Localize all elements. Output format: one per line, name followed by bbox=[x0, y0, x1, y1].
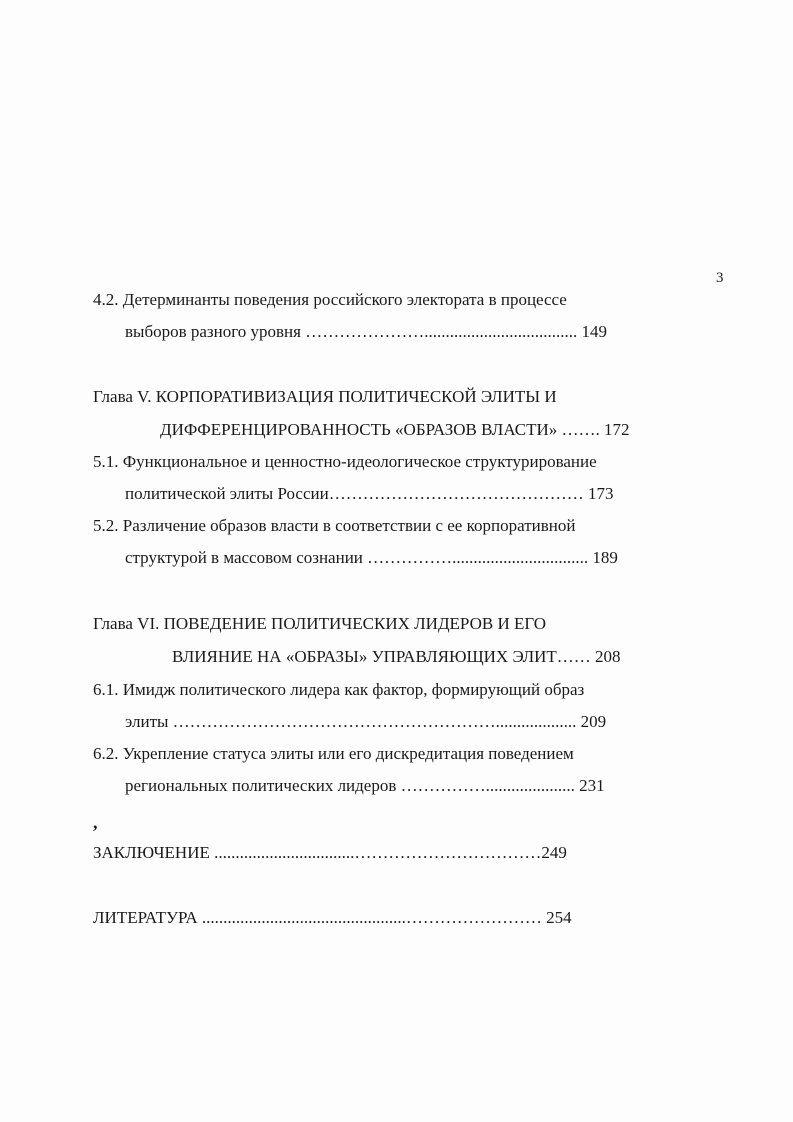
toc-5-1-continuation: политической элиты России……………………………………… 173 bbox=[125, 484, 614, 503]
toc-6-1-title: 6.1. Имидж политического лидера как фактор, формирующий образ bbox=[93, 680, 585, 699]
toc-5-2-title: 5.2. Различение образов власти в соответствии с ее корпоративной bbox=[93, 516, 576, 535]
toc-chapter-6-title: Глава VI. ПОВЕДЕНИЕ ПОЛИТИЧЕСКИХ ЛИДЕРОВ И ЕГО bbox=[93, 614, 547, 633]
toc-chapter-6-continuation: ВЛИЯНИЕ НА «ОБРАЗЫ» УПРАВЛЯЮЩИХ ЭЛИТ…… 208 bbox=[172, 647, 621, 666]
toc-chapter-5-title: Глава V. КОРПОРАТИВИЗАЦИЯ ПОЛИТИЧЕСКОЙ ЭЛИТЫ И bbox=[93, 387, 557, 406]
toc-chapter-5-continuation: ДИФФЕРЕНЦИРОВАННОСТЬ «ОБРАЗОВ ВЛАСТИ» ……. 172 bbox=[160, 420, 630, 439]
toc-literature: ЛИТЕРАТУРА ................................................…………………… 254 bbox=[93, 908, 572, 927]
toc-6-2-title: 6.2. Укрепление статуса элиты или его дискредитация поведением bbox=[93, 744, 574, 763]
toc-4-2-title: 4.2. Детерминанты поведения российского электората в процессе bbox=[93, 290, 567, 309]
toc-conclusion: ЗАКЛЮЧЕНИЕ .................................……………………………249 bbox=[93, 843, 567, 862]
toc-5-2-continuation: структурой в массовом сознании ……………................................ 189 bbox=[125, 548, 618, 567]
toc-6-1-continuation: элиты …………………………………………………................... 209 bbox=[125, 712, 607, 731]
stray-ink-mark: , bbox=[93, 812, 98, 832]
page-number: 3 bbox=[716, 270, 724, 286]
toc-4-2-continuation: выборов разного уровня ………………….................................... 149 bbox=[125, 322, 607, 341]
toc-6-2-continuation: региональных политических лидеров ……………..................... 231 bbox=[125, 776, 605, 795]
toc-5-1-title: 5.1. Функциональное и ценностно-идеологическое структурирование bbox=[93, 452, 597, 471]
